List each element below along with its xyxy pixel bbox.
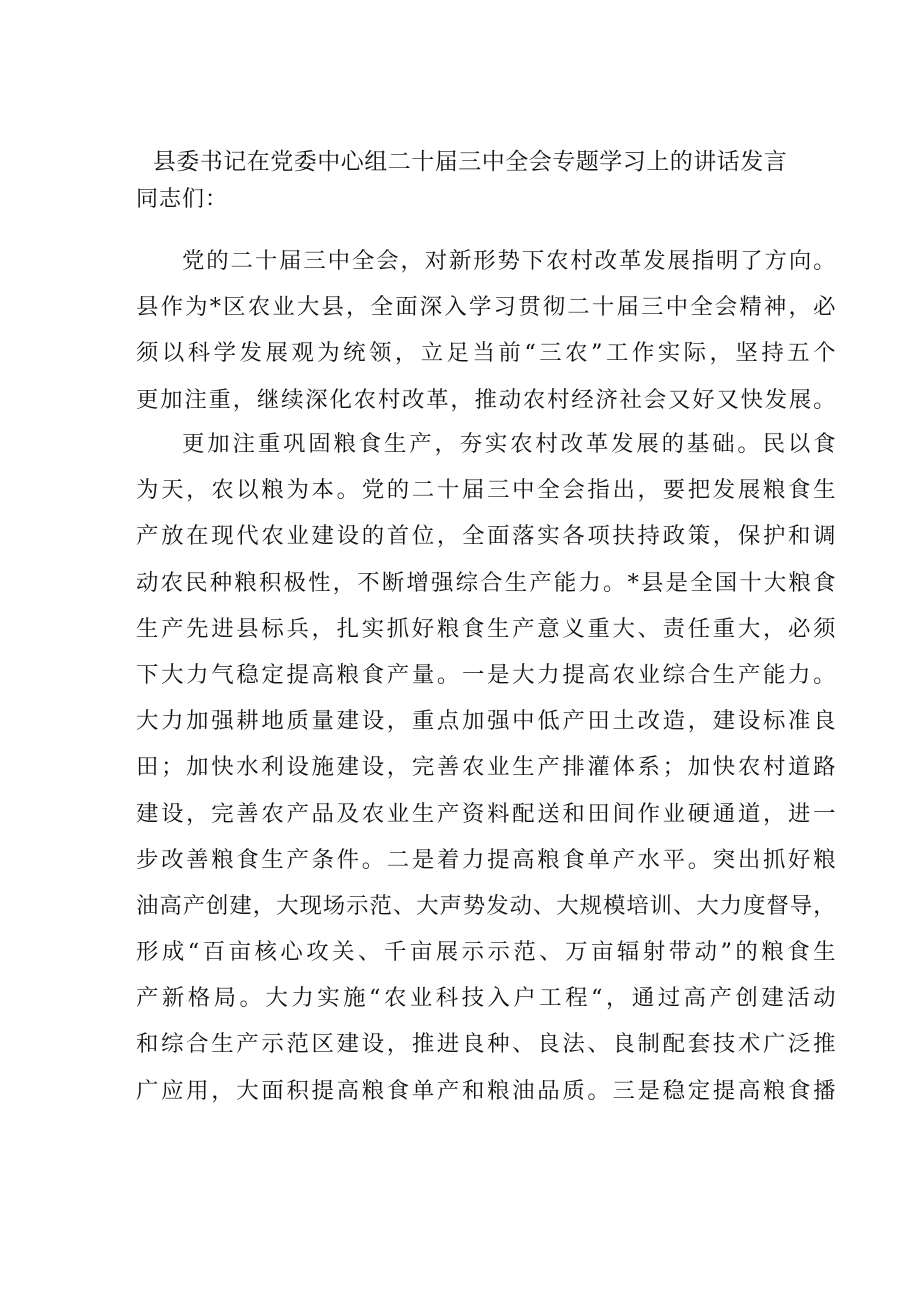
paragraph-line: 大力加强耕地质量建设，重点加强中低产田土改造，建设标准良 [136,708,836,735]
paragraph-line: 须以科学发展观为统领，立足当前“三农”工作实际，坚持五个 [136,340,836,367]
paragraph-line: 田；加快水利设施建设，完善农业生产排灌体系；加快农村道路 [136,754,836,781]
paragraph-2 [136,421,836,1114]
paragraph-line: 产新格局。大力实施“农业科技入户工程“，通过高产创建活动 [136,985,836,1012]
paragraph-line: 产放在现代农业建设的首位，全面落实各项扶持政策，保护和调 [136,523,836,550]
paragraph-line: 下大力气稳定提高粮食产量。一是大力提高农业综合生产能力。 [136,661,836,688]
salutation: 同志们： [136,187,229,212]
paragraph-line: 油高产创建，大现场示范、大声势发动、大规模培训、大力度督导， [136,892,836,919]
document-title: 县委书记在党委中心组二十届三中全会专题学习上的讲话发言 [152,149,788,175]
paragraph-line: 党的二十届三中全会，对新形势下农村改革发展指明了方向。 [182,248,836,274]
paragraph-line: 更加注重，继续深化农村改革，推动农村经济社会又好又快发展。 [136,386,836,413]
paragraph-line: 步改善粮食生产条件。二是着力提高粮食单产水平。突出抓好粮 [136,846,836,873]
paragraph-line: 广应用，大面积提高粮食单产和粮油品质。三是稳定提高粮食播 [136,1077,836,1104]
paragraph-line: 和综合生产示范区建设，推进良种、良法、良制配套技术广泛推 [136,1031,836,1058]
paragraph-1 [136,238,836,423]
paragraph-line: 县作为*区农业大县，全面深入学习贯彻二十届三中全会精神，必 [136,294,836,321]
paragraph-line: 更加注重巩固粮食生产，夯实农村改革发展的基础。民以食 [182,431,836,457]
paragraph-line: 建设，完善农产品及农业生产资料配送和田间作业硬通道，进一 [136,800,836,827]
paragraph-line: 动农民种粮积极性，不断增强综合生产能力。*县是全国十大粮食 [136,569,836,596]
paragraph-line: 形成“百亩核心攻关、千亩展示示范、万亩辐射带动”的粮食生 [136,939,836,966]
paragraph-line: 为天，农以粮为本。党的二十届三中全会指出，要把发展粮食生 [136,477,836,504]
paragraph-line: 生产先进县标兵，扎实抓好粮食生产意义重大、责任重大，必须 [136,615,836,642]
